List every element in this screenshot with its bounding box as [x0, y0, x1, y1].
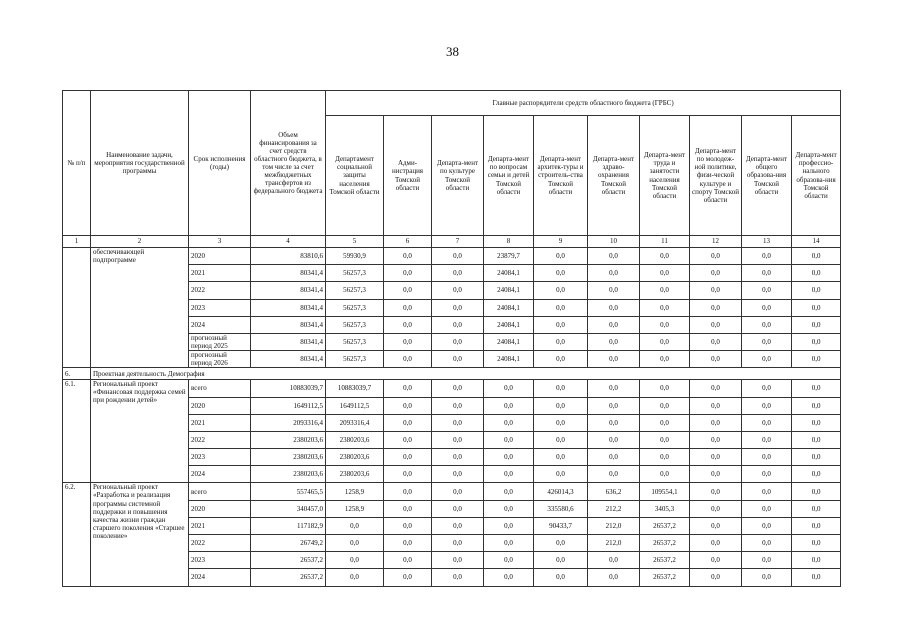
value-cell: 0,0 [742, 517, 792, 534]
value-cell: 0,0 [792, 414, 841, 431]
total-cell: 1649112,5 [251, 397, 326, 414]
value-cell: 0,0 [640, 299, 690, 316]
value-cell: 0,0 [792, 265, 841, 282]
value-cell: 24084,1 [484, 265, 534, 282]
value-cell: 0,0 [432, 282, 484, 299]
value-cell: 0,0 [484, 569, 534, 586]
value-cell: 2380203,6 [326, 466, 384, 483]
value-cell: 0,0 [588, 414, 640, 431]
value-cell: 0,0 [534, 535, 588, 552]
value-cell: 26537,2 [640, 569, 690, 586]
value-cell: 24084,1 [484, 299, 534, 316]
value-cell: 1258,9 [326, 483, 384, 500]
year-cell: 2024 [189, 569, 251, 586]
value-cell: 0,0 [432, 466, 484, 483]
header-department: Департа-мент здраво-охранения Томской области [588, 116, 640, 236]
value-cell: 0,0 [742, 569, 792, 586]
value-cell: 56257,3 [326, 265, 384, 282]
item-name: Региональный проект «Финансовая поддержка семей при рождении детей» [91, 380, 189, 483]
value-cell: 0,0 [792, 500, 841, 517]
value-cell: 0,0 [742, 380, 792, 397]
value-cell: 0,0 [484, 449, 534, 466]
value-cell: 0,0 [534, 380, 588, 397]
value-cell: 0,0 [640, 351, 690, 368]
total-cell: 10883039,7 [251, 380, 326, 397]
column-number: 6 [384, 236, 432, 248]
column-number: 3 [189, 236, 251, 248]
value-cell: 0,0 [384, 449, 432, 466]
value-cell: 0,0 [742, 500, 792, 517]
value-cell: 0,0 [534, 466, 588, 483]
year-cell: 2024 [189, 316, 251, 333]
header-department: Департа-мент труда и занятости населения Томской области [640, 116, 690, 236]
total-cell: 340457,0 [251, 500, 326, 517]
value-cell: 0,0 [384, 282, 432, 299]
value-cell: 0,0 [534, 265, 588, 282]
value-cell: 0,0 [484, 552, 534, 569]
value-cell: 212,2 [588, 500, 640, 517]
header-volume: Объем финансирования за счет средств областного бюджета, в том числе за счет межбюджетных трансфертов из федерального бюджета [251, 91, 326, 236]
value-cell: 0,0 [792, 517, 841, 534]
year-cell: 2020 [189, 248, 251, 265]
column-number: 14 [792, 236, 841, 248]
item-number: 6.1. [63, 380, 91, 483]
value-cell: 0,0 [484, 380, 534, 397]
value-cell: 0,0 [690, 552, 742, 569]
value-cell: 0,0 [432, 569, 484, 586]
value-cell: 0,0 [742, 552, 792, 569]
value-cell: 0,0 [640, 333, 690, 350]
value-cell: 56257,3 [326, 299, 384, 316]
year-cell: всего [189, 380, 251, 397]
value-cell: 0,0 [640, 380, 690, 397]
value-cell: 0,0 [792, 248, 841, 265]
value-cell: 2380203,6 [326, 431, 384, 448]
value-cell: 0,0 [432, 552, 484, 569]
value-cell: 0,0 [690, 466, 742, 483]
value-cell: 0,0 [640, 466, 690, 483]
value-cell: 0,0 [588, 449, 640, 466]
value-cell: 0,0 [640, 397, 690, 414]
section-number: 6. [63, 368, 91, 380]
value-cell: 0,0 [742, 316, 792, 333]
year-cell: прогнозный период 2026 [189, 351, 251, 368]
value-cell: 0,0 [432, 248, 484, 265]
column-number: 5 [326, 236, 384, 248]
total-cell: 80341,4 [251, 333, 326, 350]
value-cell: 0,0 [384, 569, 432, 586]
value-cell: 0,0 [384, 316, 432, 333]
value-cell: 0,0 [534, 351, 588, 368]
value-cell: 0,0 [384, 431, 432, 448]
value-cell: 0,0 [484, 397, 534, 414]
value-cell: 0,0 [742, 449, 792, 466]
value-cell: 0,0 [432, 397, 484, 414]
total-cell: 80341,4 [251, 265, 326, 282]
value-cell: 56257,3 [326, 282, 384, 299]
value-cell: 26537,2 [640, 535, 690, 552]
value-cell: 0,0 [690, 351, 742, 368]
value-cell: 0,0 [534, 316, 588, 333]
value-cell: 1258,9 [326, 500, 384, 517]
value-cell: 0,0 [742, 299, 792, 316]
value-cell: 0,0 [384, 483, 432, 500]
value-cell: 0,0 [690, 431, 742, 448]
value-cell: 0,0 [690, 483, 742, 500]
value-cell: 0,0 [432, 449, 484, 466]
value-cell: 0,0 [534, 569, 588, 586]
value-cell: 10883039,7 [326, 380, 384, 397]
year-cell: всего [189, 483, 251, 500]
value-cell: 0,0 [690, 316, 742, 333]
value-cell: 0,0 [432, 333, 484, 350]
value-cell: 2380203,6 [326, 449, 384, 466]
header-no: № п/п [63, 91, 91, 236]
value-cell: 0,0 [690, 569, 742, 586]
year-cell: 2020 [189, 500, 251, 517]
value-cell: 0,0 [484, 414, 534, 431]
value-cell: 0,0 [792, 282, 841, 299]
value-cell: 0,0 [432, 380, 484, 397]
value-cell: 0,0 [792, 535, 841, 552]
table-row [63, 248, 841, 265]
total-cell: 80341,4 [251, 282, 326, 299]
header-department: Департа-мент архитек-туры и строитель-ства Томской области [534, 116, 588, 236]
page-number: 38 [446, 44, 459, 59]
year-cell: 2021 [189, 414, 251, 431]
value-cell: 0,0 [742, 282, 792, 299]
column-number: 7 [432, 236, 484, 248]
value-cell: 0,0 [742, 414, 792, 431]
value-cell: 0,0 [742, 397, 792, 414]
value-cell: 0,0 [432, 299, 484, 316]
column-number: 4 [251, 236, 326, 248]
value-cell: 0,0 [534, 333, 588, 350]
value-cell: 26537,2 [640, 552, 690, 569]
value-cell: 0,0 [588, 333, 640, 350]
value-cell: 0,0 [742, 535, 792, 552]
value-cell: 24084,1 [484, 333, 534, 350]
value-cell: 0,0 [384, 500, 432, 517]
value-cell: 0,0 [326, 569, 384, 586]
header-task: Наименование задачи, мероприятия государственной программы [91, 91, 189, 236]
year-cell: 2022 [189, 282, 251, 299]
value-cell: 90433,7 [534, 517, 588, 534]
value-cell: 0,0 [588, 351, 640, 368]
value-cell: 0,0 [384, 333, 432, 350]
value-cell: 0,0 [432, 414, 484, 431]
value-cell: 0,0 [326, 517, 384, 534]
total-cell: 26537,2 [251, 569, 326, 586]
value-cell: 0,0 [432, 265, 484, 282]
header-grbs-title: Главные распорядители средств областного бюджета (ГРБС) [326, 91, 841, 116]
year-cell: 2021 [189, 265, 251, 282]
value-cell: 0,0 [640, 282, 690, 299]
value-cell: 0,0 [484, 500, 534, 517]
value-cell: 0,0 [792, 316, 841, 333]
value-cell: 0,0 [640, 414, 690, 431]
total-cell: 26537,2 [251, 552, 326, 569]
value-cell: 0,0 [792, 466, 841, 483]
header-department: Департа-мент по вопросам семьи и детей Томской области [484, 116, 534, 236]
value-cell: 1649112,5 [326, 397, 384, 414]
value-cell: 0,0 [326, 552, 384, 569]
value-cell: 0,0 [742, 351, 792, 368]
value-cell: 23879,7 [484, 248, 534, 265]
year-cell: 2020 [189, 397, 251, 414]
value-cell: 0,0 [588, 299, 640, 316]
item-number [63, 248, 91, 368]
value-cell: 0,0 [588, 282, 640, 299]
value-cell: 0,0 [792, 380, 841, 397]
value-cell: 0,0 [484, 431, 534, 448]
value-cell: 2093316,4 [326, 414, 384, 431]
value-cell: 0,0 [792, 351, 841, 368]
year-cell: 2023 [189, 552, 251, 569]
value-cell: 0,0 [384, 414, 432, 431]
year-cell: 2022 [189, 535, 251, 552]
value-cell: 636,2 [588, 483, 640, 500]
value-cell: 0,0 [690, 414, 742, 431]
total-cell: 83810,6 [251, 248, 326, 265]
column-number: 2 [91, 236, 189, 248]
value-cell: 0,0 [484, 517, 534, 534]
value-cell: 0,0 [690, 397, 742, 414]
value-cell: 0,0 [690, 282, 742, 299]
year-cell: 2023 [189, 449, 251, 466]
value-cell: 0,0 [588, 466, 640, 483]
value-cell: 0,0 [384, 265, 432, 282]
value-cell: 56257,3 [326, 316, 384, 333]
value-cell: 0,0 [384, 552, 432, 569]
value-cell: 0,0 [588, 316, 640, 333]
value-cell: 56257,3 [326, 333, 384, 350]
value-cell: 0,0 [588, 248, 640, 265]
value-cell: 212,0 [588, 517, 640, 534]
value-cell: 26537,2 [640, 517, 690, 534]
value-cell: 0,0 [690, 517, 742, 534]
value-cell: 109554,1 [640, 483, 690, 500]
value-cell: 24084,1 [484, 351, 534, 368]
year-cell: 2021 [189, 517, 251, 534]
value-cell: 0,0 [690, 333, 742, 350]
header-department: Департа-мент профессио-нального образова-ния Томской области [792, 116, 841, 236]
section-title: Проектная деятельность Демография [91, 368, 841, 380]
value-cell: 0,0 [432, 517, 484, 534]
value-cell: 0,0 [792, 449, 841, 466]
total-cell: 557465,5 [251, 483, 326, 500]
value-cell: 3405,3 [640, 500, 690, 517]
value-cell: 0,0 [742, 466, 792, 483]
value-cell: 0,0 [792, 569, 841, 586]
column-number: 12 [690, 236, 742, 248]
total-cell: 2380203,6 [251, 449, 326, 466]
header-department: Департамент социальной защиты населения Томской области [326, 116, 384, 236]
value-cell: 0,0 [384, 351, 432, 368]
header-term: Срок исполнения (годы) [189, 91, 251, 236]
value-cell: 0,0 [792, 299, 841, 316]
value-cell: 0,0 [742, 265, 792, 282]
value-cell: 0,0 [588, 569, 640, 586]
year-cell: 2023 [189, 299, 251, 316]
value-cell: 426014,3 [534, 483, 588, 500]
value-cell: 335580,6 [534, 500, 588, 517]
value-cell: 0,0 [690, 248, 742, 265]
column-number: 1 [63, 236, 91, 248]
value-cell: 0,0 [588, 431, 640, 448]
column-number: 11 [640, 236, 690, 248]
header-department: Департа-мент общего образова-ния Томской области [742, 116, 792, 236]
value-cell: 0,0 [384, 248, 432, 265]
value-cell: 0,0 [484, 466, 534, 483]
year-cell: 2022 [189, 431, 251, 448]
value-cell: 0,0 [384, 380, 432, 397]
value-cell: 0,0 [690, 449, 742, 466]
total-cell: 2380203,6 [251, 431, 326, 448]
value-cell: 0,0 [640, 265, 690, 282]
value-cell: 0,0 [792, 333, 841, 350]
table-row [63, 483, 841, 500]
value-cell: 0,0 [384, 535, 432, 552]
value-cell: 0,0 [432, 483, 484, 500]
value-cell: 0,0 [432, 500, 484, 517]
value-cell: 212,0 [588, 535, 640, 552]
value-cell: 24084,1 [484, 282, 534, 299]
item-number: 6.2. [63, 483, 91, 586]
value-cell: 0,0 [534, 431, 588, 448]
total-cell: 2380203,6 [251, 466, 326, 483]
total-cell: 26749,2 [251, 535, 326, 552]
value-cell: 0,0 [742, 431, 792, 448]
value-cell: 0,0 [690, 380, 742, 397]
value-cell: 0,0 [534, 248, 588, 265]
column-number: 8 [484, 236, 534, 248]
year-cell: 2024 [189, 466, 251, 483]
value-cell: 0,0 [640, 248, 690, 265]
value-cell: 59930,9 [326, 248, 384, 265]
header-department: Департа-мент по культуре Томской области [432, 116, 484, 236]
total-cell: 80341,4 [251, 351, 326, 368]
value-cell: 0,0 [640, 431, 690, 448]
item-name: обеспечивающей подпрограмме [91, 248, 189, 368]
value-cell: 0,0 [534, 282, 588, 299]
item-name: Региональный проект «Разработка и реализация программы системной поддержки и повышения качества жизни граждан старшего поколения «Старшее поколение» [91, 483, 189, 586]
value-cell: 0,0 [384, 299, 432, 316]
value-cell: 0,0 [432, 316, 484, 333]
value-cell: 0,0 [588, 552, 640, 569]
total-cell: 80341,4 [251, 316, 326, 333]
value-cell: 0,0 [640, 316, 690, 333]
value-cell: 0,0 [690, 265, 742, 282]
column-number: 10 [588, 236, 640, 248]
value-cell: 24084,1 [484, 316, 534, 333]
value-cell: 0,0 [534, 414, 588, 431]
value-cell: 0,0 [432, 351, 484, 368]
value-cell: 0,0 [534, 397, 588, 414]
value-cell: 0,0 [792, 552, 841, 569]
value-cell: 0,0 [432, 431, 484, 448]
year-cell: прогнозный период 2025 [189, 333, 251, 350]
value-cell: 0,0 [690, 535, 742, 552]
value-cell: 0,0 [588, 380, 640, 397]
total-cell: 2093316,4 [251, 414, 326, 431]
value-cell: 0,0 [640, 449, 690, 466]
value-cell: 0,0 [690, 500, 742, 517]
value-cell: 0,0 [588, 265, 640, 282]
value-cell: 0,0 [534, 552, 588, 569]
value-cell: 0,0 [792, 483, 841, 500]
value-cell: 0,0 [384, 517, 432, 534]
header-department: Департа-мент по молодеж-ной политике, физи-ческой культуре и спорту Томской области [690, 116, 742, 236]
value-cell: 0,0 [384, 466, 432, 483]
value-cell: 0,0 [326, 535, 384, 552]
value-cell: 0,0 [484, 535, 534, 552]
value-cell: 0,0 [432, 535, 484, 552]
budget-table [62, 90, 841, 587]
value-cell: 0,0 [484, 483, 534, 500]
column-number: 13 [742, 236, 792, 248]
header-department: Адми-нистрация Томской области [384, 116, 432, 236]
value-cell: 0,0 [792, 431, 841, 448]
total-cell: 117182,9 [251, 517, 326, 534]
value-cell: 0,0 [742, 248, 792, 265]
value-cell: 0,0 [534, 449, 588, 466]
value-cell: 0,0 [742, 483, 792, 500]
value-cell: 0,0 [384, 397, 432, 414]
table-row [63, 380, 841, 397]
column-number: 9 [534, 236, 588, 248]
value-cell: 0,0 [588, 397, 640, 414]
value-cell: 0,0 [534, 299, 588, 316]
value-cell: 0,0 [792, 397, 841, 414]
value-cell: 0,0 [742, 333, 792, 350]
section-row [63, 368, 841, 380]
total-cell: 80341,4 [251, 299, 326, 316]
value-cell: 0,0 [690, 299, 742, 316]
value-cell: 56257,3 [326, 351, 384, 368]
